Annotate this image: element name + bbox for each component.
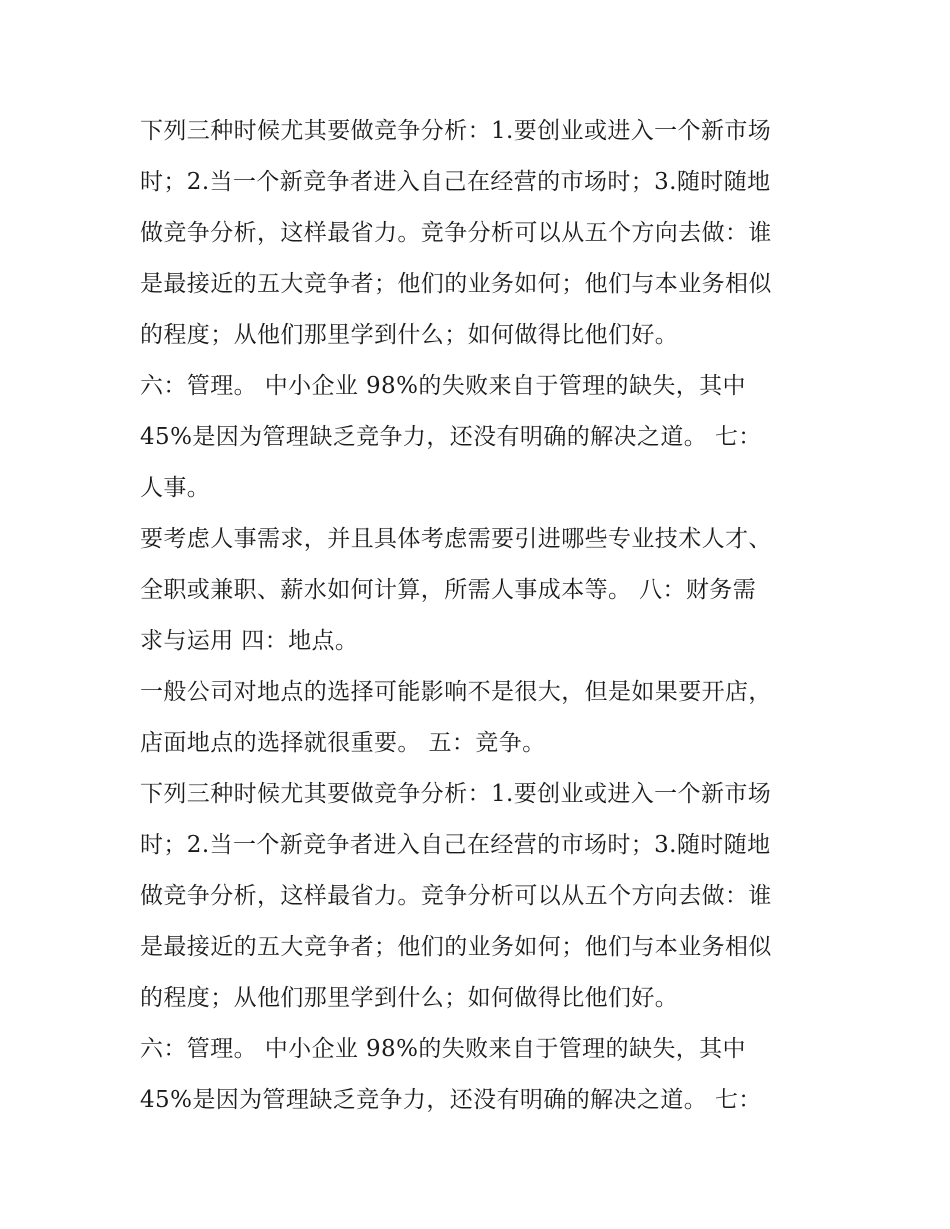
text-line: 下列三种时候尤其要做竞争分析：1.要创业或进入一个新市场 [140,118,772,144]
text-line: 下列三种时候尤其要做竞争分析：1.要创业或进入一个新市场 [140,781,772,807]
text-line: 时；2.当一个新竞争者进入自己在经营的市场时；3.随时随地 [140,832,771,858]
text-line: 求与运用 四：地点。 [140,628,359,654]
text-line: 做竞争分析，这样最省力。竞争分析可以从五个方向去做：谁 [140,220,772,246]
text-line: 的程度；从他们那里学到什么；如何做得比他们好。 [140,985,679,1011]
text-line: 是最接近的五大竞争者；他们的业务如何；他们与本业务相似 [140,934,772,960]
text-line: 店面地点的选择就很重要。 五：竞争。 [140,730,546,756]
text-line: 全职或兼职、薪水如何计算，所需人事成本等。 八：财务需 [140,577,757,603]
text-line: 六：管理。 中小企业 98%的失败来自于管理的缺失，其中 [140,373,746,399]
text-line: 45%是因为管理缺乏竞争力，还没有明确的解决之道。 七： [140,424,762,450]
text-line: 六：管理。 中小企业 98%的失败来自于管理的缺失，其中 [140,1036,746,1062]
text-line: 人事。 [140,475,211,501]
text-line: 45%是因为管理缺乏竞争力，还没有明确的解决之道。 七： [140,1087,762,1113]
text-line: 要考虑人事需求，并且具体考虑需要引进哪些专业技术人才、 [140,526,772,552]
text-line: 做竞争分析，这样最省力。竞争分析可以从五个方向去做：谁 [140,883,772,909]
document-body [140,106,830,1126]
text-line: 的程度；从他们那里学到什么；如何做得比他们好。 [140,322,679,348]
text-line: 时；2.当一个新竞争者进入自己在经营的市场时；3.随时随地 [140,169,771,195]
text-line: 一般公司对地点的选择可能影响不是很大，但是如果要开店， [140,679,772,705]
text-line: 是最接近的五大竞争者；他们的业务如何；他们与本业务相似 [140,271,772,297]
